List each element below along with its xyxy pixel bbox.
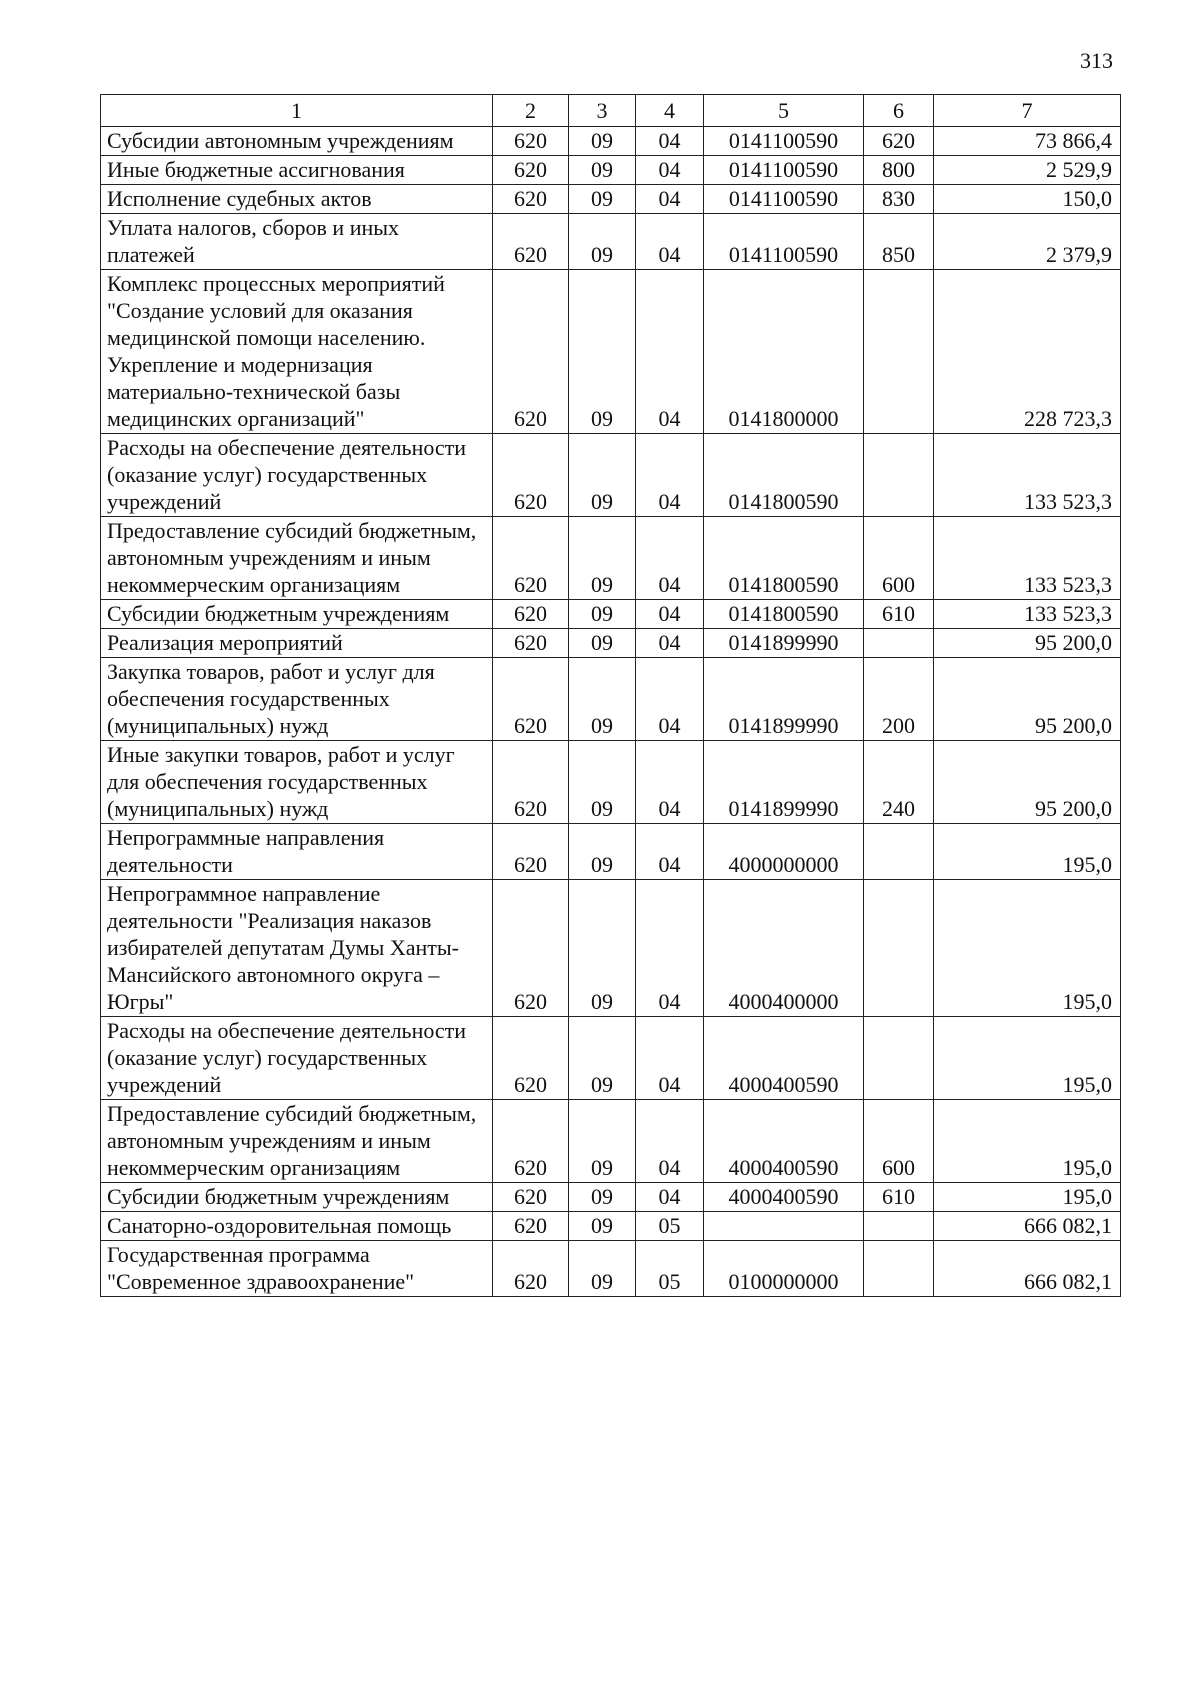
table-row bbox=[101, 127, 1121, 156]
row-amount-cell: 195,0 bbox=[934, 1183, 1121, 1212]
row-col4-cell: 04 bbox=[636, 741, 704, 824]
header-cell-6: 6 bbox=[864, 95, 934, 127]
row-col5-cell: 0141800590 bbox=[704, 517, 864, 600]
row-col3-cell: 09 bbox=[569, 741, 636, 824]
row-col6-cell: 600 bbox=[864, 1100, 934, 1183]
row-amount-cell: 133 523,3 bbox=[934, 434, 1121, 517]
row-col2-cell: 620 bbox=[493, 127, 569, 156]
row-col6-cell: 240 bbox=[864, 741, 934, 824]
row-col5-cell bbox=[704, 1212, 864, 1241]
row-name-cell: Иные бюджетные ассигнования bbox=[101, 156, 493, 185]
table-row bbox=[101, 824, 1121, 880]
row-col3-cell: 09 bbox=[569, 1100, 636, 1183]
header-cell-3: 3 bbox=[569, 95, 636, 127]
row-col3-cell: 09 bbox=[569, 214, 636, 270]
row-col4-cell: 04 bbox=[636, 185, 704, 214]
row-col4-cell: 04 bbox=[636, 658, 704, 741]
row-col3-cell: 09 bbox=[569, 629, 636, 658]
row-amount-cell: 133 523,3 bbox=[934, 517, 1121, 600]
table-body bbox=[101, 127, 1121, 1297]
row-col6-cell: 600 bbox=[864, 517, 934, 600]
row-name-cell: Субсидии бюджетным учреждениям bbox=[101, 1183, 493, 1212]
row-col3-cell: 09 bbox=[569, 185, 636, 214]
row-col5-cell: 0100000000 bbox=[704, 1241, 864, 1297]
row-col5-cell: 0141100590 bbox=[704, 127, 864, 156]
table-row bbox=[101, 741, 1121, 824]
row-col3-cell: 09 bbox=[569, 1183, 636, 1212]
row-col5-cell: 0141800590 bbox=[704, 434, 864, 517]
row-col6-cell bbox=[864, 1241, 934, 1297]
row-name-cell: Предоставление субсидий бюджетным, автономным учреждениям и иным некоммерческим организациям bbox=[101, 1100, 493, 1183]
row-col2-cell: 620 bbox=[493, 824, 569, 880]
row-name-cell: Субсидии бюджетным учреждениям bbox=[101, 600, 493, 629]
table-row bbox=[101, 214, 1121, 270]
row-name-cell: Государственная программа "Современное здравоохранение" bbox=[101, 1241, 493, 1297]
row-col3-cell: 09 bbox=[569, 824, 636, 880]
row-col2-cell: 620 bbox=[493, 600, 569, 629]
row-col4-cell: 04 bbox=[636, 127, 704, 156]
row-col3-cell: 09 bbox=[569, 517, 636, 600]
header-row bbox=[101, 95, 1121, 127]
row-col6-cell: 850 bbox=[864, 214, 934, 270]
row-col6-cell bbox=[864, 1017, 934, 1100]
row-col2-cell: 620 bbox=[493, 1212, 569, 1241]
row-col5-cell: 0141899990 bbox=[704, 629, 864, 658]
row-col3-cell: 09 bbox=[569, 1017, 636, 1100]
row-col2-cell: 620 bbox=[493, 658, 569, 741]
row-amount-cell: 195,0 bbox=[934, 880, 1121, 1017]
row-col2-cell: 620 bbox=[493, 1100, 569, 1183]
table-row bbox=[101, 156, 1121, 185]
row-col2-cell: 620 bbox=[493, 270, 569, 434]
row-amount-cell: 95 200,0 bbox=[934, 629, 1121, 658]
row-col4-cell: 04 bbox=[636, 434, 704, 517]
row-col6-cell bbox=[864, 1212, 934, 1241]
table-row bbox=[101, 629, 1121, 658]
row-col3-cell: 09 bbox=[569, 127, 636, 156]
table-row bbox=[101, 185, 1121, 214]
row-amount-cell: 150,0 bbox=[934, 185, 1121, 214]
row-name-cell: Санаторно-оздоровительная помощь bbox=[101, 1212, 493, 1241]
table-row bbox=[101, 1241, 1121, 1297]
row-name-cell: Иные закупки товаров, работ и услуг для обеспечения государственных (муниципальных) нужд bbox=[101, 741, 493, 824]
row-col2-cell: 620 bbox=[493, 1241, 569, 1297]
row-amount-cell: 195,0 bbox=[934, 1017, 1121, 1100]
row-col3-cell: 09 bbox=[569, 1241, 636, 1297]
row-col2-cell: 620 bbox=[493, 214, 569, 270]
row-col6-cell: 620 bbox=[864, 127, 934, 156]
row-col5-cell: 4000400000 bbox=[704, 880, 864, 1017]
row-col4-cell: 04 bbox=[636, 517, 704, 600]
row-col4-cell: 04 bbox=[636, 824, 704, 880]
table-row bbox=[101, 600, 1121, 629]
row-name-cell: Непрограммные направления деятельности bbox=[101, 824, 493, 880]
row-name-cell: Расходы на обеспечение деятельности (оказание услуг) государственных учреждений bbox=[101, 434, 493, 517]
row-col5-cell: 4000000000 bbox=[704, 824, 864, 880]
row-col4-cell: 04 bbox=[636, 1183, 704, 1212]
row-name-cell: Расходы на обеспечение деятельности (оказание услуг) государственных учреждений bbox=[101, 1017, 493, 1100]
row-col3-cell: 09 bbox=[569, 658, 636, 741]
row-name-cell: Предоставление субсидий бюджетным, автономным учреждениям и иным некоммерческим организациям bbox=[101, 517, 493, 600]
row-amount-cell: 95 200,0 bbox=[934, 658, 1121, 741]
row-col2-cell: 620 bbox=[493, 629, 569, 658]
row-col2-cell: 620 bbox=[493, 434, 569, 517]
header-cell-2: 2 bbox=[493, 95, 569, 127]
row-col6-cell: 800 bbox=[864, 156, 934, 185]
header-cell-4: 4 bbox=[636, 95, 704, 127]
row-name-cell: Реализация мероприятий bbox=[101, 629, 493, 658]
row-amount-cell: 2 529,9 bbox=[934, 156, 1121, 185]
row-name-cell: Субсидии автономным учреждениям bbox=[101, 127, 493, 156]
row-col5-cell: 0141800000 bbox=[704, 270, 864, 434]
row-col4-cell: 04 bbox=[636, 880, 704, 1017]
row-amount-cell: 666 082,1 bbox=[934, 1241, 1121, 1297]
row-col5-cell: 0141899990 bbox=[704, 658, 864, 741]
table-row bbox=[101, 1100, 1121, 1183]
row-name-cell: Комплекс процессных мероприятий "Создание условий для оказания медицинской помощи населению. Укрепление и модернизация материально-технической базы медицинских организаций" bbox=[101, 270, 493, 434]
row-col2-cell: 620 bbox=[493, 185, 569, 214]
row-col3-cell: 09 bbox=[569, 880, 636, 1017]
row-col4-cell: 04 bbox=[636, 270, 704, 434]
row-col6-cell bbox=[864, 880, 934, 1017]
budget-table bbox=[100, 94, 1121, 1297]
header-cell-7: 7 bbox=[934, 95, 1121, 127]
row-col6-cell bbox=[864, 270, 934, 434]
row-col6-cell bbox=[864, 434, 934, 517]
row-amount-cell: 228 723,3 bbox=[934, 270, 1121, 434]
row-name-cell: Закупка товаров, работ и услуг для обеспечения государственных (муниципальных) нужд bbox=[101, 658, 493, 741]
row-col3-cell: 09 bbox=[569, 270, 636, 434]
row-col6-cell: 610 bbox=[864, 600, 934, 629]
row-col2-cell: 620 bbox=[493, 1017, 569, 1100]
row-amount-cell: 73 866,4 bbox=[934, 127, 1121, 156]
table-row bbox=[101, 517, 1121, 600]
row-col5-cell: 4000400590 bbox=[704, 1183, 864, 1212]
row-col5-cell: 0141100590 bbox=[704, 185, 864, 214]
table-row bbox=[101, 1183, 1121, 1212]
table-header bbox=[101, 95, 1121, 127]
row-col4-cell: 04 bbox=[636, 1100, 704, 1183]
row-col6-cell: 830 bbox=[864, 185, 934, 214]
header-cell-5: 5 bbox=[704, 95, 864, 127]
table-row bbox=[101, 1017, 1121, 1100]
row-col3-cell: 09 bbox=[569, 1212, 636, 1241]
row-col3-cell: 09 bbox=[569, 434, 636, 517]
row-col2-cell: 620 bbox=[493, 741, 569, 824]
row-col4-cell: 04 bbox=[636, 600, 704, 629]
row-col2-cell: 620 bbox=[493, 1183, 569, 1212]
row-col4-cell: 04 bbox=[636, 629, 704, 658]
row-col4-cell: 04 bbox=[636, 214, 704, 270]
row-amount-cell: 133 523,3 bbox=[934, 600, 1121, 629]
row-col5-cell: 0141800590 bbox=[704, 600, 864, 629]
row-col3-cell: 09 bbox=[569, 156, 636, 185]
row-col4-cell: 04 bbox=[636, 1017, 704, 1100]
row-col3-cell: 09 bbox=[569, 600, 636, 629]
row-col2-cell: 620 bbox=[493, 880, 569, 1017]
row-col5-cell: 0141100590 bbox=[704, 156, 864, 185]
row-col4-cell: 05 bbox=[636, 1212, 704, 1241]
header-cell-1: 1 bbox=[101, 95, 493, 127]
row-col5-cell: 0141899990 bbox=[704, 741, 864, 824]
row-col6-cell bbox=[864, 824, 934, 880]
table-row bbox=[101, 270, 1121, 434]
table-row bbox=[101, 880, 1121, 1017]
table-row bbox=[101, 434, 1121, 517]
row-amount-cell: 95 200,0 bbox=[934, 741, 1121, 824]
row-col5-cell: 4000400590 bbox=[704, 1100, 864, 1183]
row-col4-cell: 04 bbox=[636, 156, 704, 185]
row-col5-cell: 0141100590 bbox=[704, 214, 864, 270]
table-row bbox=[101, 658, 1121, 741]
row-amount-cell: 195,0 bbox=[934, 1100, 1121, 1183]
row-col6-cell: 610 bbox=[864, 1183, 934, 1212]
row-amount-cell: 195,0 bbox=[934, 824, 1121, 880]
row-col2-cell: 620 bbox=[493, 517, 569, 600]
row-col6-cell: 200 bbox=[864, 658, 934, 741]
row-name-cell: Уплата налогов, сборов и иных платежей bbox=[101, 214, 493, 270]
table-row bbox=[101, 1212, 1121, 1241]
page-number: 313 bbox=[1080, 48, 1113, 73]
row-col4-cell: 05 bbox=[636, 1241, 704, 1297]
row-amount-cell: 666 082,1 bbox=[934, 1212, 1121, 1241]
row-col2-cell: 620 bbox=[493, 156, 569, 185]
row-col6-cell bbox=[864, 629, 934, 658]
row-name-cell: Непрограммное направление деятельности "Реализация наказов избирателей депутатам Думы Ханты-Мансийского автономного округа – Югры" bbox=[101, 880, 493, 1017]
row-name-cell: Исполнение судебных актов bbox=[101, 185, 493, 214]
row-col5-cell: 4000400590 bbox=[704, 1017, 864, 1100]
row-amount-cell: 2 379,9 bbox=[934, 214, 1121, 270]
